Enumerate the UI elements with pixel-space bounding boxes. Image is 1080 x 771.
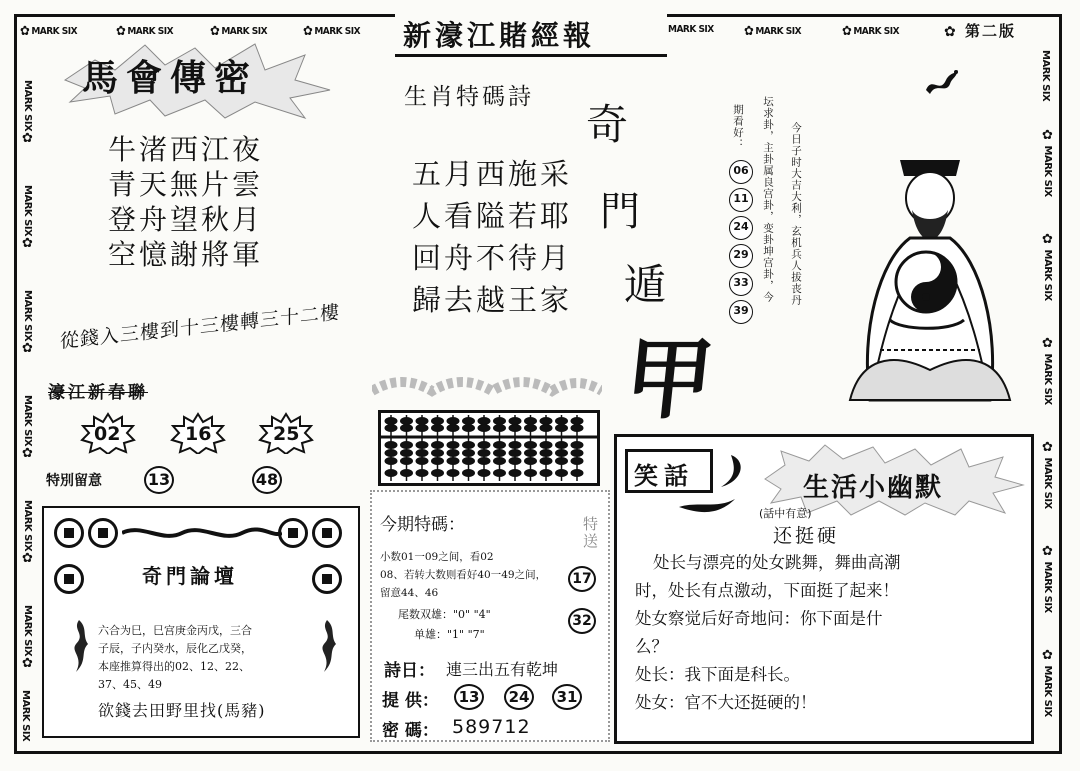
abacus-bead xyxy=(509,458,521,465)
poem-line: 空憶謝將軍 xyxy=(108,238,264,271)
abacus-bead xyxy=(416,425,428,432)
abacus-bead xyxy=(571,418,583,425)
abacus-bead xyxy=(571,458,583,465)
code-value: 589712 xyxy=(452,716,531,738)
coin-icon xyxy=(54,518,84,548)
edition-label: ✿ 第二版 xyxy=(944,22,1016,40)
qimen-char: 遁 xyxy=(624,260,667,309)
coin-icon xyxy=(312,564,342,594)
abacus-bead xyxy=(432,442,444,449)
abacus-bead xyxy=(494,450,506,457)
abacus-bead xyxy=(478,470,490,477)
poem-line: 回舟不待月 xyxy=(412,241,573,275)
joke-subtitle: (話中有意) xyxy=(759,507,812,520)
abacus-bead xyxy=(509,450,521,457)
tail-pair-text: 尾数双雄："0" "4" xyxy=(398,608,491,621)
mark-six-logo-vertical: MARK SIX✿ xyxy=(20,500,35,566)
flower-icon: ✿ xyxy=(116,24,126,39)
abacus-bead xyxy=(540,470,552,477)
abacus-bead xyxy=(540,425,552,432)
flower-icon: ✿ xyxy=(303,24,313,39)
mark-six-logo-vertical: ✿MARK SIX xyxy=(1040,232,1055,301)
flame-icon xyxy=(316,618,338,674)
abacus-bead xyxy=(509,442,521,449)
abacus-bead xyxy=(432,418,444,425)
abacus-bead xyxy=(401,458,413,465)
forum-box xyxy=(42,506,360,738)
forum-text: 六合为巳，巳宫庚金丙戊，三合 子辰，子内癸水，辰化乙戊癸， 本座推算得出的02、12、22、 37、45、49 xyxy=(98,624,252,691)
abacus-bead xyxy=(385,425,397,432)
abacus-bead xyxy=(416,418,428,425)
abacus-bead xyxy=(385,450,397,457)
mark-six-logo: ✿ MARK SIX xyxy=(303,24,361,39)
mark-six-logo-vertical: MARK SIX✿ xyxy=(20,290,35,356)
mark-six-logo-vertical: MARK SIX✿ xyxy=(20,185,35,251)
flower-icon: ✿ xyxy=(20,341,35,356)
joke-box xyxy=(614,434,1034,744)
joke-label: 笑話 xyxy=(634,462,694,490)
abacus-bead xyxy=(416,450,428,457)
mark-six-logo-vertical: MARK SIX✿ xyxy=(20,395,35,461)
abacus-bead xyxy=(401,442,413,449)
special-number: 48 xyxy=(252,466,282,494)
mark-six-logo-vertical: ✿MARK SIX xyxy=(1040,440,1055,509)
flower-icon: ✿ xyxy=(1040,440,1055,455)
mark-six-logo-vertical: ✿MARK SIX xyxy=(1040,648,1055,717)
spring-couplet-title: 濠江新春聯 xyxy=(48,383,148,403)
abacus-bead xyxy=(556,425,568,432)
hint-wrapper xyxy=(60,300,341,353)
abacus-bead xyxy=(463,425,475,432)
special-gift-label: 特送 xyxy=(581,516,599,550)
abacus-bead xyxy=(494,442,506,449)
qimen-number: 24 xyxy=(729,216,753,240)
provide-number: 13 xyxy=(454,684,484,710)
abacus-image xyxy=(378,410,600,486)
abacus-bead xyxy=(494,458,506,465)
abacus-bead xyxy=(556,470,568,477)
abacus-bead xyxy=(478,418,490,425)
abacus-bead xyxy=(385,470,397,477)
flower-icon: ✿ xyxy=(1040,648,1055,663)
qimen-text-col: 今日子时大吉大利，玄机兵人拔丧丹 xyxy=(790,122,802,306)
qimen-number: 06 xyxy=(729,160,753,184)
forum-footer: 欲錢去田野里找(馬豬) xyxy=(98,701,266,720)
zodiac-poem-title: 生肖特碼詩 xyxy=(404,84,534,110)
abacus-bead xyxy=(385,442,397,449)
mark-six-logo-vertical: MARK SIX xyxy=(20,690,31,742)
mark-six-logo: MARK SIX xyxy=(668,24,714,35)
qimen-number: 39 xyxy=(729,300,753,324)
poem-line: 登舟望秋月 xyxy=(108,203,264,236)
abacus-bead xyxy=(571,442,583,449)
flower-icon: ✿ xyxy=(20,446,35,461)
mark-six-logo: ✿ MARK SIX xyxy=(210,24,268,39)
abacus-bead xyxy=(540,418,552,425)
abacus-bead xyxy=(432,450,444,457)
coin-icon xyxy=(54,564,84,594)
mark-six-logo-vertical: MARK SIX✿ xyxy=(20,80,35,146)
abacus-bead xyxy=(509,470,521,477)
couplet-number: 25 xyxy=(273,423,300,445)
flower-icon: ✿ xyxy=(1040,544,1055,559)
brush-stroke-decoration xyxy=(677,451,757,521)
flame-icon xyxy=(68,618,90,674)
abacus-bead xyxy=(447,470,459,477)
abacus-bead xyxy=(571,470,583,477)
qimen-number: 11 xyxy=(729,188,753,212)
abacus-bead xyxy=(571,450,583,457)
qimen-number: 33 xyxy=(729,272,753,296)
abacus-bead xyxy=(463,442,475,449)
abacus-bead xyxy=(447,450,459,457)
coin-icon xyxy=(278,518,308,548)
abacus-bead xyxy=(509,418,521,425)
provide-number: 31 xyxy=(552,684,582,710)
abacus-bead xyxy=(401,450,413,457)
abacus-bead xyxy=(432,458,444,465)
sage-figure-image xyxy=(830,150,1030,410)
abacus-bead xyxy=(509,425,521,432)
abacus-bead xyxy=(494,470,506,477)
flower-icon: ✿ xyxy=(20,236,35,251)
abacus-bead xyxy=(478,425,490,432)
abacus-bead xyxy=(494,418,506,425)
abacus-bead xyxy=(478,450,490,457)
abacus-bead xyxy=(463,418,475,425)
special-attention-label: 特別留意 xyxy=(46,473,102,489)
mark-six-logo: ✿ MARK SIX xyxy=(20,24,78,39)
abacus-bead xyxy=(463,470,475,477)
mark-six-logo-vertical: MARK SIX xyxy=(1040,50,1051,102)
abacus-bead xyxy=(416,442,428,449)
flower-icon: ✿ xyxy=(1040,336,1055,351)
poem-line: 歸去越王家 xyxy=(412,283,573,317)
special-side-number: 32 xyxy=(568,608,596,634)
joke-text: 处长与漂亮的处女跳舞，舞曲高潮 时，处长有点激动，下面挺了起来！ 处女察觉后好奇地问：你下面是什 么？ 处长：我下面是科长。 处女：官不大还挺硬的！ xyxy=(635,553,901,712)
flower-icon: ✿ xyxy=(1040,128,1055,143)
mark-six-logo: ✿ MARK SIX xyxy=(116,24,174,39)
abacus-bead xyxy=(432,470,444,477)
flower-icon: ✿ xyxy=(744,24,754,39)
abacus-bead xyxy=(478,442,490,449)
flower-icon: ✿ xyxy=(210,24,220,39)
qimen-number: 29 xyxy=(729,244,753,268)
abacus-bead xyxy=(556,450,568,457)
abacus-bead xyxy=(571,425,583,432)
code-label: 密 碼： xyxy=(382,721,439,741)
abacus-icon xyxy=(381,413,597,483)
abacus-bead xyxy=(525,470,537,477)
mark-six-logo: ✿ MARK SIX xyxy=(744,24,802,39)
flower-icon: ✿ xyxy=(20,131,35,146)
dragon-icon xyxy=(922,66,962,98)
qimen-char: 門 xyxy=(600,189,640,235)
flower-icon: ✿ xyxy=(842,24,852,39)
abacus-bead xyxy=(416,470,428,477)
forum-title: 奇門論壇 xyxy=(142,564,238,588)
provide-number: 24 xyxy=(504,684,534,710)
abacus-bead xyxy=(525,418,537,425)
abacus-bead xyxy=(540,458,552,465)
abacus-bead xyxy=(463,458,475,465)
hint-text: 從錢入三樓到十三樓轉三十二樓 xyxy=(60,301,341,353)
abacus-bead xyxy=(525,425,537,432)
mark-six-logo-vertical: MARK SIX✿ xyxy=(20,605,35,671)
qimen-char: 奇 xyxy=(586,100,629,149)
rope-decoration xyxy=(122,518,282,548)
coin-icon xyxy=(312,518,342,548)
flower-icon: ✿ xyxy=(20,24,30,39)
flower-icon: ✿ xyxy=(1040,232,1055,247)
abacus-bead xyxy=(556,442,568,449)
flower-icon: ✿ xyxy=(20,551,35,566)
special-code-text: 小数01一09之间，看02 08、若转大数则看好40一49之间， 留意44、46 xyxy=(380,551,547,599)
special-number: 13 xyxy=(144,466,174,494)
abacus-bead xyxy=(525,442,537,449)
abacus-bead xyxy=(447,442,459,449)
flower-icon: ✿ xyxy=(944,24,958,40)
couplet-number: 16 xyxy=(185,423,212,445)
abacus-bead xyxy=(447,418,459,425)
abacus-bead xyxy=(540,442,552,449)
coin-icon xyxy=(88,518,118,548)
abacus-bead xyxy=(401,470,413,477)
poem-line: 牛渚西江夜 xyxy=(108,133,264,166)
mark-six-logo-vertical: ✿MARK SIX xyxy=(1040,544,1055,613)
horse-secret-title: 馬會傳密 xyxy=(82,57,259,99)
joke-title: 生活小幽默 xyxy=(803,473,944,503)
special-code-title: 今期特碼： xyxy=(380,515,465,535)
couplet-number: 02 xyxy=(94,423,121,445)
abacus-bead xyxy=(401,418,413,425)
mark-six-logo-vertical: ✿MARK SIX xyxy=(1040,336,1055,405)
abacus-bead xyxy=(401,425,413,432)
abacus-bead xyxy=(556,418,568,425)
tail-single-text: 单雄："1" "7" xyxy=(414,628,485,641)
abacus-bead xyxy=(432,425,444,432)
abacus-bead xyxy=(463,450,475,457)
abacus-bead xyxy=(478,458,490,465)
mark-six-logo-vertical: ✿MARK SIX xyxy=(1040,128,1055,197)
special-code-box xyxy=(370,490,610,742)
abacus-bead xyxy=(416,458,428,465)
abacus-bead xyxy=(385,418,397,425)
qimen-char-big: 甲 xyxy=(619,327,719,431)
decoration-scallop xyxy=(372,375,602,407)
abacus-bead xyxy=(447,458,459,465)
abacus-bead xyxy=(525,458,537,465)
mark-six-logo: ✿ MARK SIX xyxy=(842,24,900,39)
masthead xyxy=(395,8,667,57)
abacus-bead xyxy=(525,450,537,457)
abacus-bead xyxy=(385,458,397,465)
poem-label: 詩日： xyxy=(384,661,435,681)
flower-icon: ✿ xyxy=(20,656,35,671)
poem-line: 五月西施采 xyxy=(412,157,573,191)
poem-text: 連三出五有乾坤 xyxy=(446,660,559,679)
abacus-bead xyxy=(556,458,568,465)
abacus-bead xyxy=(494,425,506,432)
qimen-text-col: 坛求卦，主卦属良宫卦，变卦坤宫卦，今 xyxy=(762,96,774,303)
special-side-number: 17 xyxy=(568,566,596,592)
poem-line: 青天無片雲 xyxy=(108,168,264,201)
qimen-text-col: 期看好： xyxy=(732,104,744,150)
poem-line: 人看隘若耶 xyxy=(412,199,573,233)
provide-label: 提 供： xyxy=(382,691,439,711)
abacus-bead xyxy=(540,450,552,457)
joke-headline: 还挺硬 xyxy=(773,525,840,547)
abacus-bead xyxy=(447,425,459,432)
newspaper-title: 新濠江賭經報 xyxy=(403,19,596,52)
